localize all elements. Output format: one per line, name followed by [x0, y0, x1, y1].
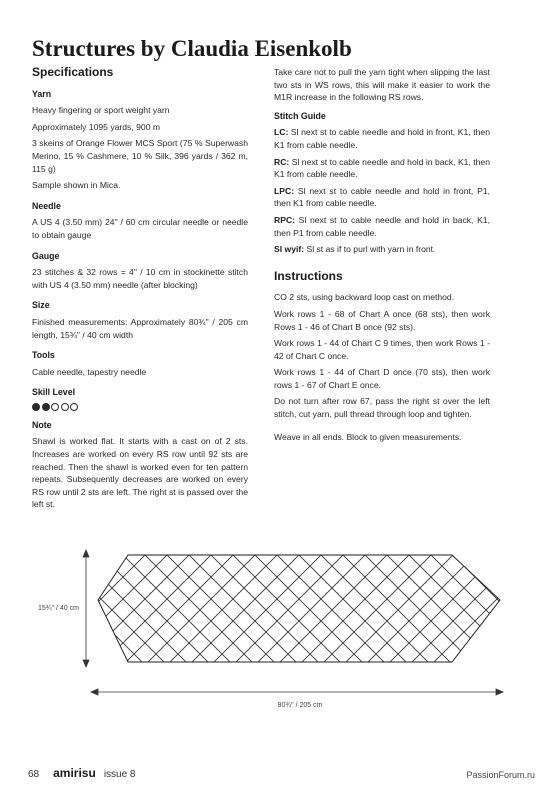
lattice-line	[416, 540, 541, 680]
stitch-guide-label: Stitch Guide	[274, 110, 326, 121]
stitch-abbreviation: Sl wyif:	[274, 244, 305, 255]
width-label: 15¾" / 40 cm	[38, 605, 80, 612]
lattice-line	[0, 540, 6, 680]
instructions-column	[274, 66, 490, 447]
gauge-label: Gauge	[32, 250, 60, 261]
yarn-line: 3 skeins of Orange Flower MCS Sport (75 % Superwash Merino, 15 % Cashmere, 10 % Silk, 396 yards / 362 m, 115 g)	[32, 138, 248, 174]
page-number: 68	[28, 769, 40, 780]
lattice-line	[0, 540, 6, 680]
lattice-line	[504, 540, 541, 680]
lattice-line	[460, 540, 541, 680]
note-label: Note	[32, 419, 52, 430]
skill-dot-filled	[42, 403, 50, 411]
specifications-heading: Specifications	[32, 65, 114, 79]
instruction-step: Work rows 1 - 44 of Chart D once (70 sts), then work rows 1 - 67 of Chart E once.	[274, 367, 490, 390]
lattice-line	[438, 540, 541, 680]
tools-text: Cable needle, tapestry needle	[32, 366, 147, 377]
yarn-line: Sample shown in Mica.	[32, 180, 121, 191]
lattice-line	[482, 540, 541, 680]
size-text: Finished measurements: Approximately 80¾" / 205 cm length, 15¾" / 40 cm width	[32, 316, 248, 340]
tools-label: Tools	[32, 350, 55, 361]
magazine-logo: amirisu	[53, 766, 96, 780]
skill-dot-filled	[32, 403, 40, 411]
lattice-pattern	[0, 540, 541, 680]
lattice-line	[526, 540, 541, 680]
instruction-step: Work rows 1 - 44 of Chart C 9 times, then work Rows 1 - 42 of Chart C once.	[274, 338, 490, 361]
yarn-line: Approximately 1095 yards, 900 m	[32, 121, 161, 132]
lattice-line	[416, 540, 541, 680]
instruction-step: CO 2 sts, using backward loop cast on method.	[274, 292, 455, 303]
stitch-guide-item	[274, 243, 490, 256]
page-footer	[28, 766, 136, 780]
shawl-schematic	[0, 540, 541, 720]
watermark: PassionForum.ru	[466, 770, 535, 780]
stitch-abbreviation: LPC:	[274, 185, 295, 196]
stitch-description: Sl next st to cable needle and hold in back, K1, then P1 from cable needle.	[274, 214, 490, 238]
yarn-label: Yarn	[32, 88, 52, 99]
slip-tip-text: Take care not to pull the yarn tight when slipping the last two sts in WS rows, this will make it easier to work the M1R increase in the following RS rows.	[274, 67, 490, 103]
stitch-description: Sl next st to cable needle and hold in back, K1, then K1 from cable needle.	[274, 156, 490, 180]
stitch-abbreviation: LC:	[274, 127, 289, 138]
page-title: Structures by Claudia Eisenkolb	[32, 36, 352, 61]
needle-label: Needle	[32, 200, 61, 211]
note-text: Shawl is worked flat. It starts with a cast on of 2 sts. Increases are worked on every RS row until 92 sts are reached. Then the shawl is worked even for ten pattern repeats. Subsequently decreases are worked on every RS row until 2 sts are left. The right st is passed over the left st.	[32, 436, 248, 510]
lattice-line	[438, 540, 541, 680]
finishing-text: Weave in all ends. Block to given measurements.	[274, 431, 462, 442]
skill-level-rating	[32, 403, 248, 411]
shawl-outline	[98, 555, 500, 662]
instruction-step: Work rows 1 - 68 of Chart A once (68 sts), then work Rows 1 - 46 of Chart B once (92 sts).	[274, 308, 490, 332]
lattice-line	[0, 540, 28, 680]
stitch-abbreviation: RPC:	[274, 214, 296, 225]
width-dimension-arrow	[83, 550, 89, 667]
skill-dot-empty	[61, 403, 69, 411]
instruction-step: Do not turn after row 67, pass the right st over the left stitch, cut yarn, pull thread through loop and tighten.	[274, 396, 490, 420]
stitch-description: Sl next st to cable needle and hold in front, P1, then K1 from cable needle.	[274, 185, 490, 209]
stitch-description: Sl st as if to purl with yarn in front.	[306, 244, 436, 255]
stitch-abbreviation: RC:	[274, 156, 290, 167]
stitch-guide-item	[274, 214, 490, 239]
issue-label: issue 8	[103, 769, 136, 780]
gauge-text: 23 stitches & 32 rows = 4" / 10 cm in stockinette stitch with US 4 (3.50 mm) needle (after blocking)	[32, 267, 248, 290]
stitch-guide-item	[274, 126, 490, 151]
length-label: 80¾" / 205 cm	[277, 702, 323, 709]
skill-level-label: Skill Level	[32, 387, 76, 398]
length-dimension-arrow	[91, 689, 503, 695]
instructions-heading: Instructions	[274, 268, 343, 283]
skill-dot-empty	[70, 403, 78, 411]
size-label: Size	[32, 300, 50, 311]
lattice-line	[460, 540, 541, 680]
lattice-line	[482, 540, 541, 680]
lattice-line	[0, 540, 28, 680]
stitch-guide-item	[274, 185, 490, 210]
stitch-description: Sl next st to cable needle and hold in front, K1, then K1 from cable needle.	[274, 127, 490, 150]
lattice-line	[526, 540, 541, 680]
stitch-guide-item	[274, 156, 490, 181]
lattice-line	[504, 540, 541, 680]
needle-text: A US 4 (3.50 mm) 24" / 60 cm circular needle or needle to obtain gauge	[32, 217, 248, 240]
specifications-column	[32, 66, 248, 515]
skill-dot-empty	[51, 403, 59, 411]
yarn-line: Heavy fingering or sport weight yarn	[32, 105, 170, 116]
